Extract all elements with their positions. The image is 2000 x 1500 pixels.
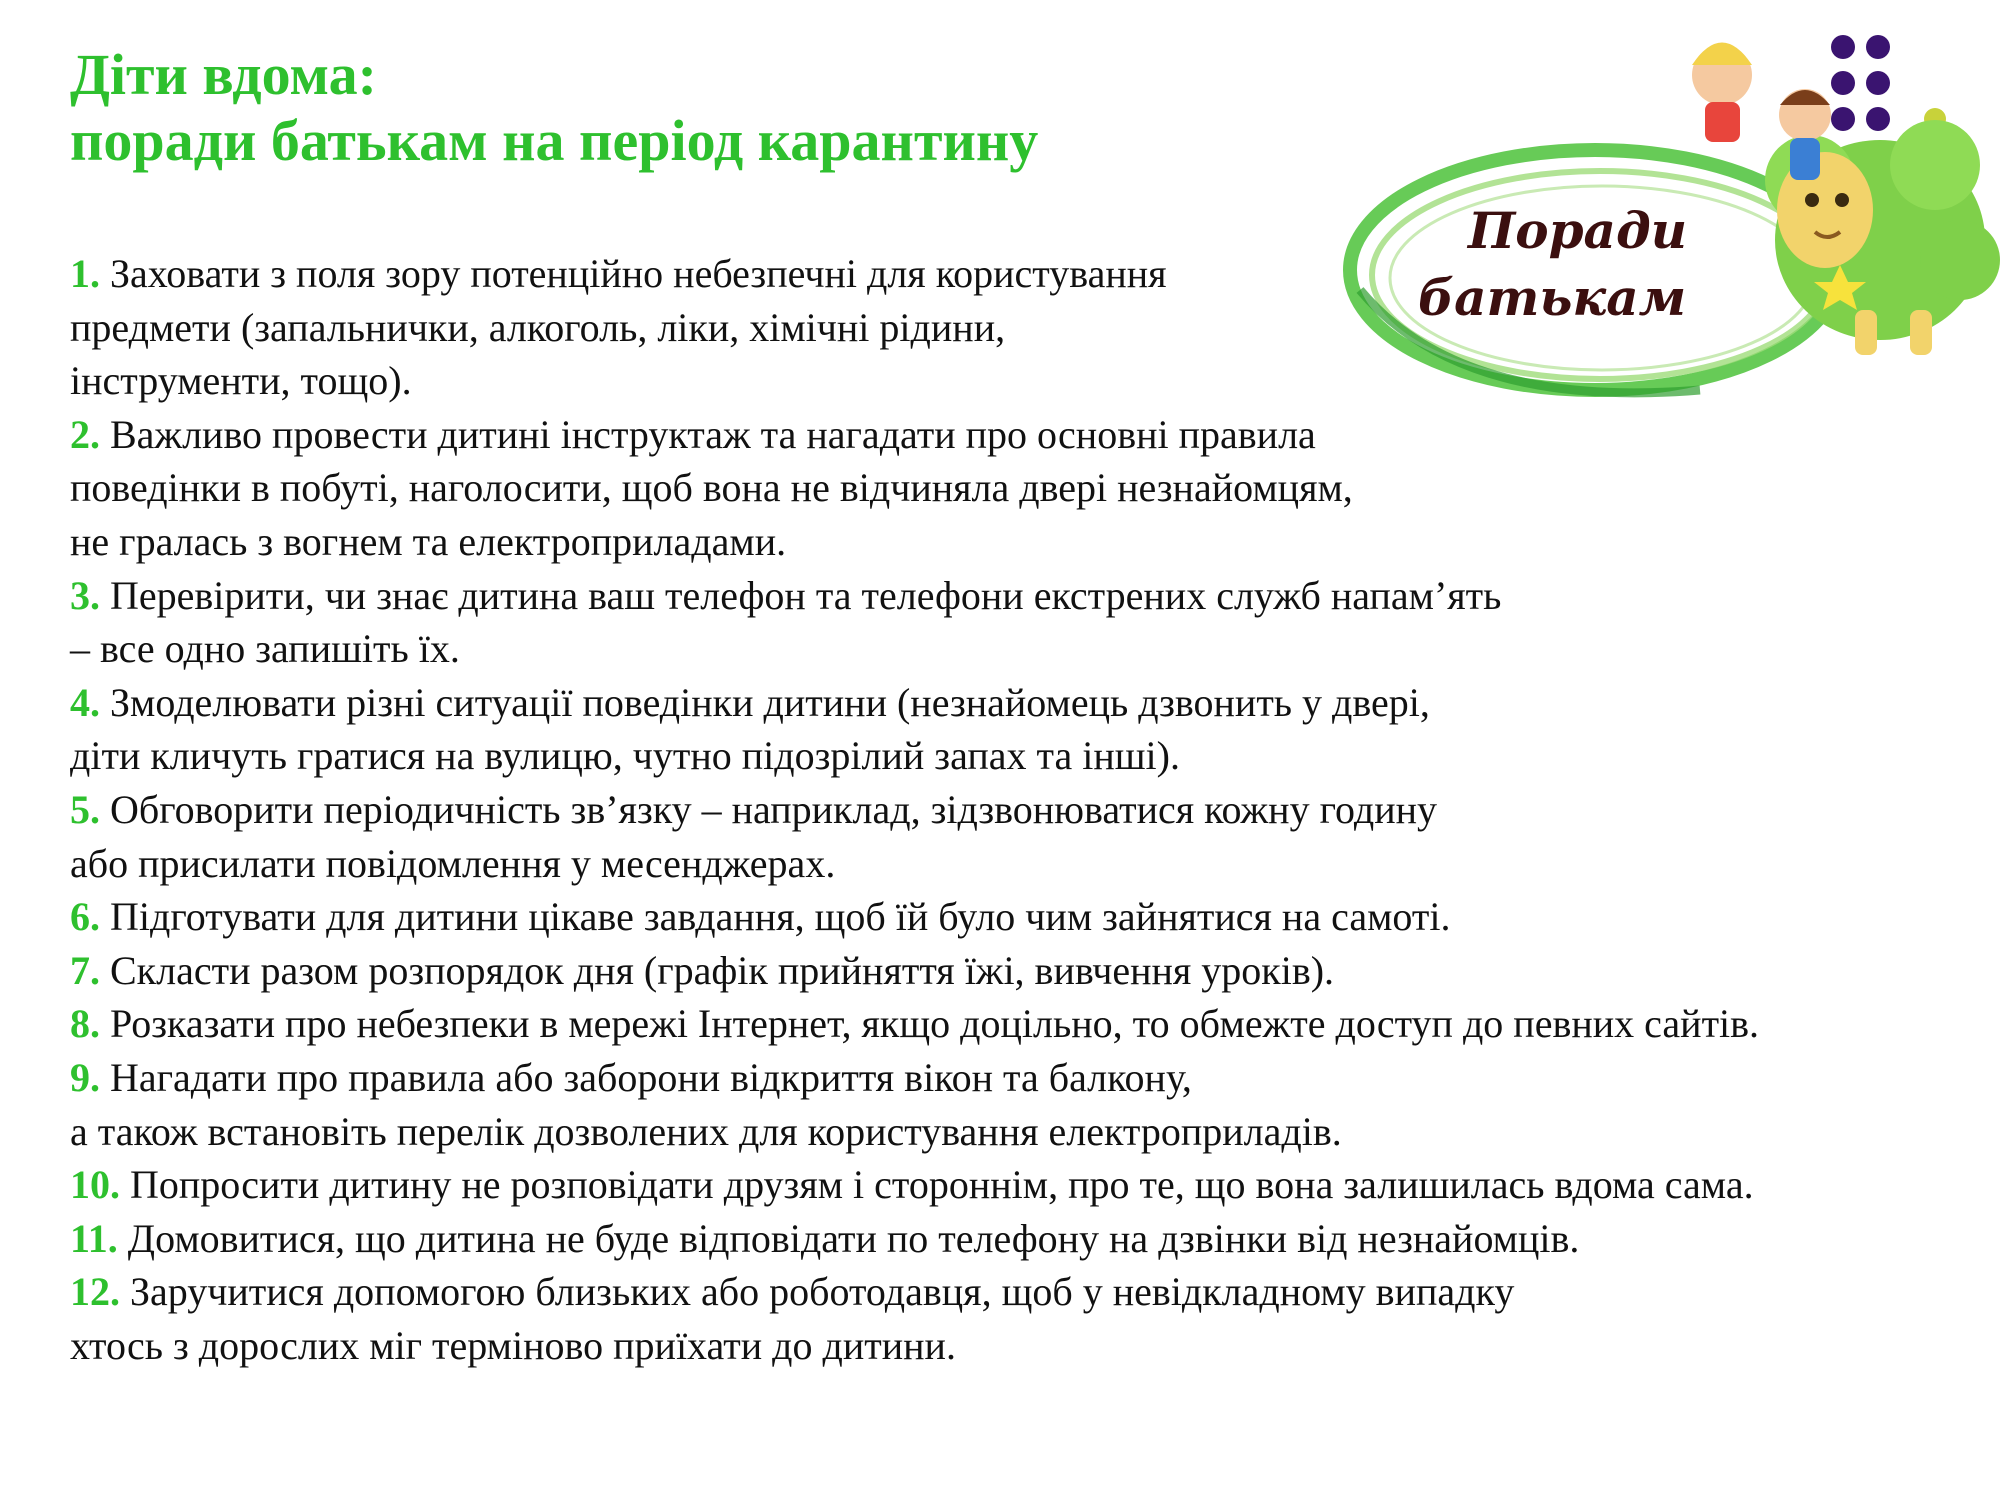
tip-text: Перевірити, чи знає дитина ваш телефон та телефони екстрених служб напам’ять [110,572,1502,618]
tips-list [70,247,1970,1372]
tip-item-9 [70,1051,1970,1158]
tip-text: предмети (запальнички, алкоголь, ліки, хімічні рідини, [70,304,1006,350]
tip-number: 11. [70,1215,118,1261]
tip-text: діти кличуть гратися на вулицю, чутно підозрілий запах та інші). [70,733,1180,779]
tip-number: 8. [70,1001,100,1047]
page-title [70,42,1038,174]
tip-number: 7. [70,947,100,993]
tip-text: Заручитися допомогою близьких або роботодавця, щоб у невідкладному випадку [130,1269,1515,1315]
tip-text: Змоделювати різні ситуації поведінки дитини (незнайомець дзвонить у двері, [110,679,1430,725]
tip-item-7 [70,944,1970,998]
title-line-2: поради батькам на період карантину [70,108,1039,173]
tip-text: хтось з дорослих міг терміново приїхати до дитини. [70,1322,956,1368]
tip-text: Нагадати про правила або заборони відкриття вікон та балкону, [110,1054,1192,1100]
tip-item-6 [70,890,1970,944]
tip-text: Важливо провести дитині інструктаж та нагадати про основні правила [110,411,1316,457]
tip-number: 3. [70,572,100,618]
tip-number: 2. [70,411,100,457]
tip-number: 9. [70,1054,100,1100]
tip-number: 12. [70,1269,120,1315]
tip-number: 4. [70,679,100,725]
tip-text: поведінки в побуті, наголосити, щоб вона не відчиняла двері незнайомцям, [70,465,1353,511]
badge-line-1: Поради [1468,201,1688,260]
tip-text: інструменти, тощо). [70,358,412,404]
tip-text: Обговорити періодичність зв’язку – наприклад, зідзвонюватися кожну годину [110,786,1438,832]
title-line-1: Діти вдома: [70,42,377,107]
tip-text: не гралась з вогнем та електроприладами. [70,518,787,564]
tip-item-5 [70,783,1970,890]
tip-number: 10. [70,1162,120,1208]
tip-text: Заховати з поля зору потенційно небезпечні для користування [110,251,1167,296]
tip-number: 5. [70,786,100,832]
tip-item-10 [70,1158,1970,1212]
tip-item-4 [70,676,1970,783]
tip-text: а також встановіть перелік дозволених для користування електроприладів. [70,1108,1342,1154]
tip-text: Попросити дитину не розповідати друзям і стороннім, про те, що вона залишилась вдома сама. [130,1162,1754,1208]
tip-text: Домовитися, що дитина не буде відповідати по телефону на дзвінки від незнайомців. [127,1215,1580,1261]
tip-text: Розказати про небезпеки в мережі Інтернет, якщо доцільно, то обмежте доступ до певних сайтів. [110,1001,1760,1047]
tip-item-1 [70,247,1970,408]
tip-number: 1. [70,251,100,296]
tip-item-8 [70,997,1970,1051]
tip-item-11 [70,1212,1970,1266]
tip-text: Скласти разом розпорядок дня (графік прийняття їжі, вивчення уроків). [110,947,1335,993]
tip-text: Підготувати для дитини цікаве завдання, щоб їй було чим зайнятися на самоті. [110,894,1451,940]
tip-number: 6. [70,894,100,940]
tip-item-3 [70,569,1970,676]
tip-item-2 [70,408,1970,569]
tip-text: – все одно запишіть їх. [70,626,460,672]
tip-item-12 [70,1265,1970,1372]
badge-line-2: батькам [1418,268,1687,327]
purple-dots-decoration [1831,35,1946,131]
tip-text: або присилати повідомлення у месенджерах. [70,840,836,886]
